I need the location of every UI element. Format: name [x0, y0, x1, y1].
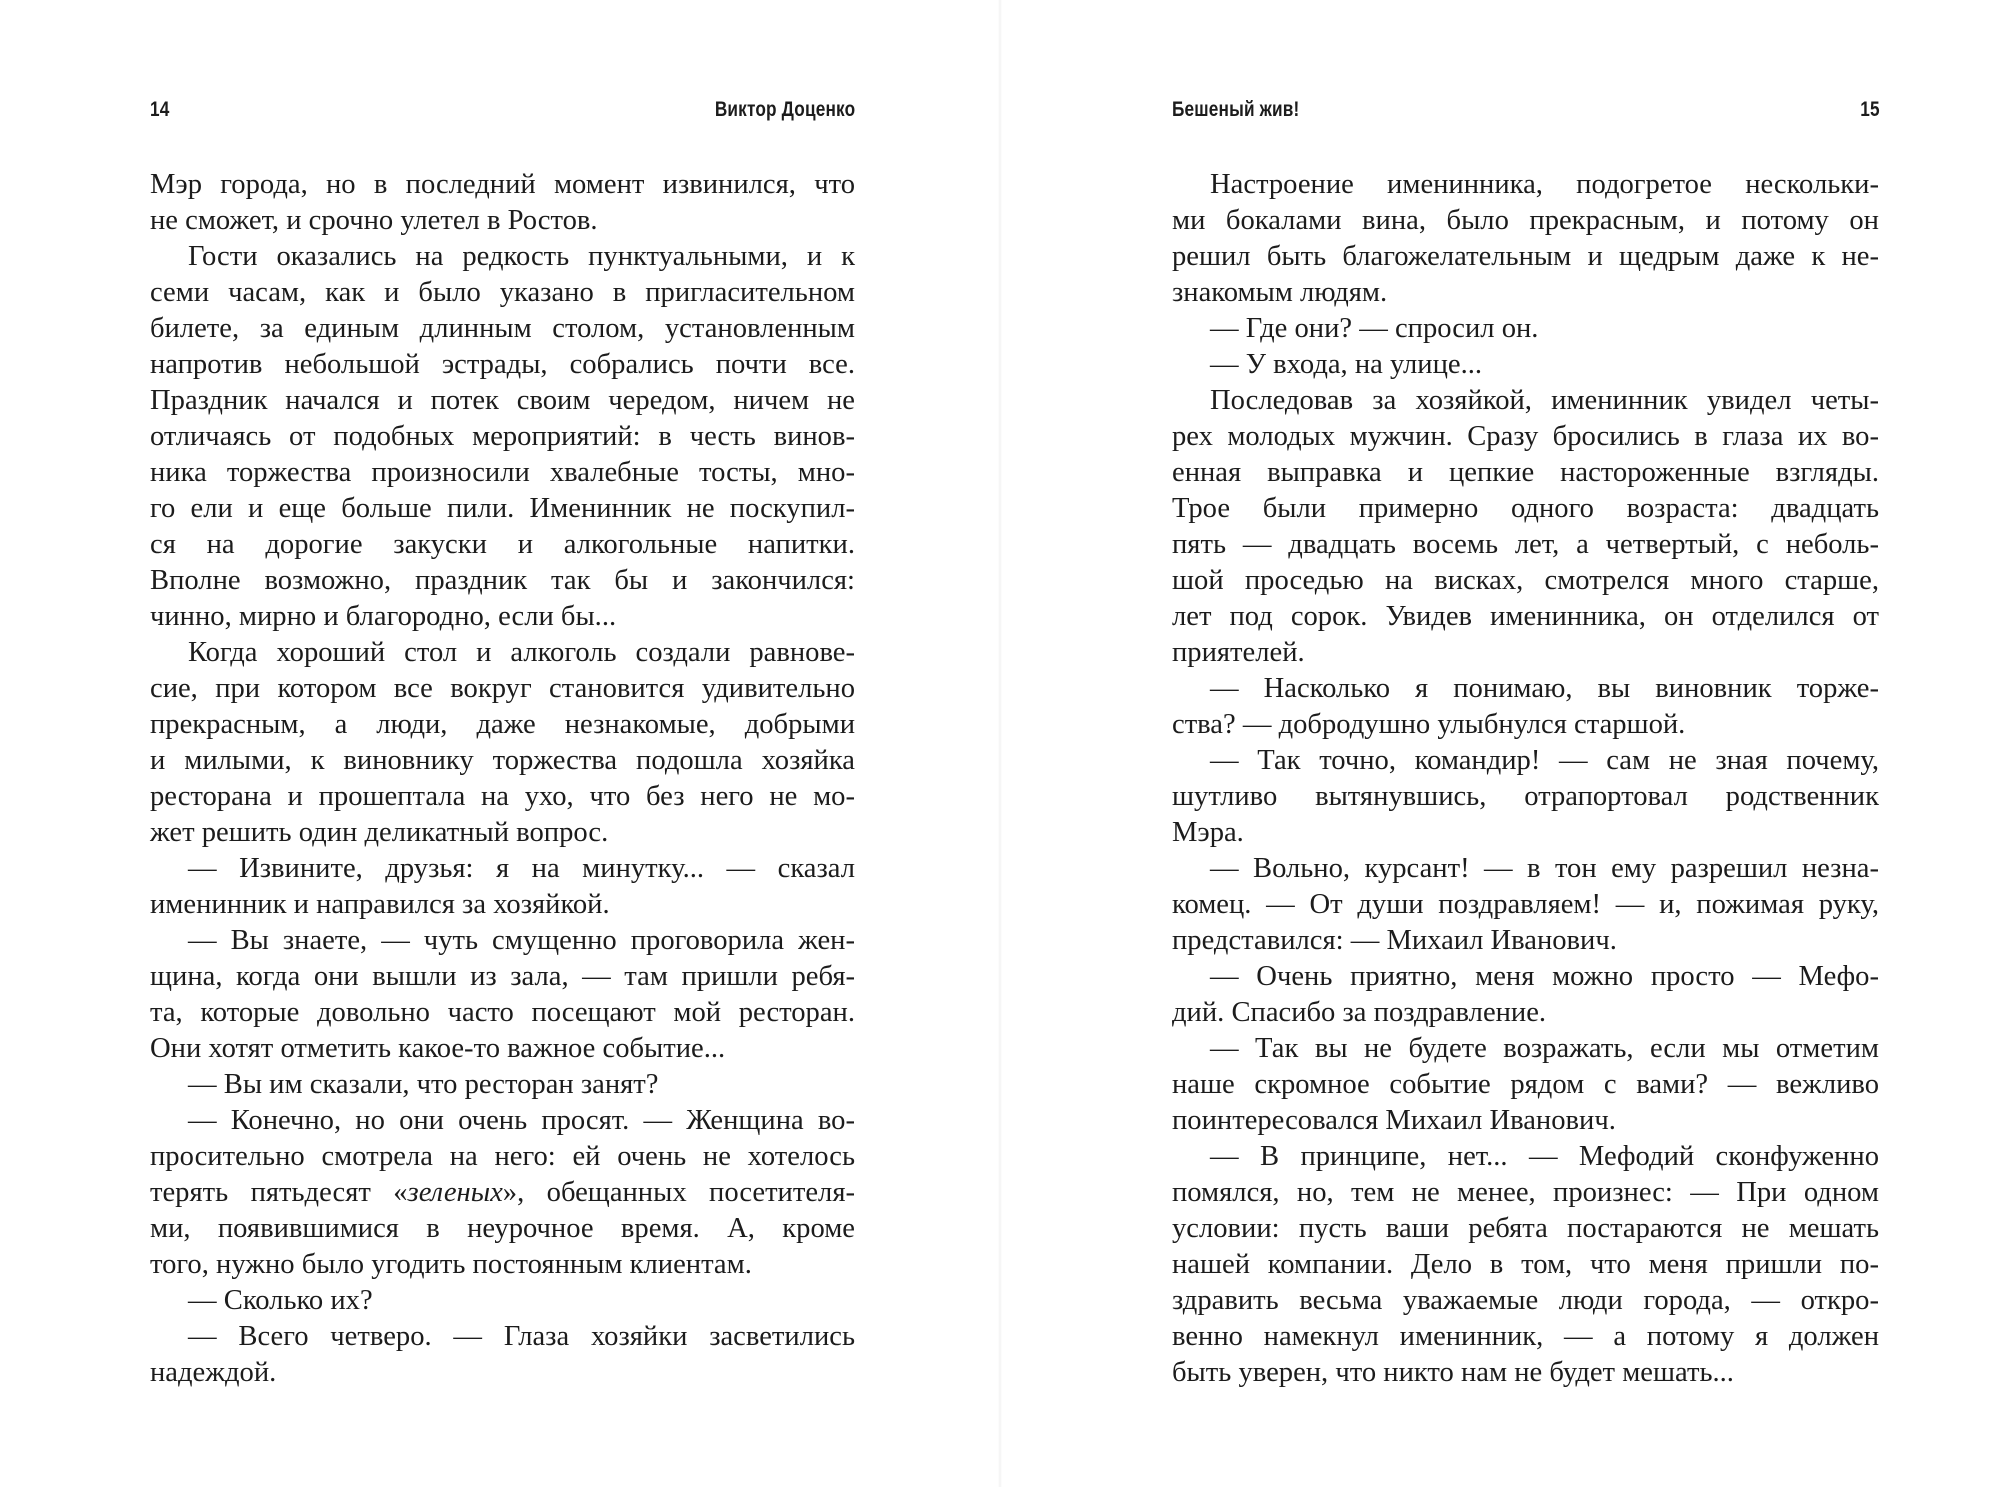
text-line: — Так точно, командир! — сам не зная почему,: [1210, 745, 1879, 776]
text-line: комец. — От души поздравляем! — и, пожимая руку,: [1172, 889, 1879, 920]
text-line: — Насколько я понимаю, вы виновник торже-: [1210, 673, 1879, 704]
text-line: Праздник начался и потек своим чередом, ничем не: [150, 385, 855, 416]
text-line: и милыми, к виновнику торжества подошла хозяйка: [150, 745, 855, 776]
text-line: шутливо вытянувшись, отрапортовал родственник: [1172, 781, 1879, 812]
text-line: — Вольно, курсант! — в тон ему разрешил незна-: [1210, 853, 1879, 884]
text-line: — У входа, на улице...: [1210, 349, 1483, 380]
text-line: Когда хороший стол и алкоголь создали равнове-: [188, 637, 855, 668]
text-line: напротив небольшой эстрады, собрались почти все.: [150, 349, 855, 380]
text-line: ми бокалами вина, было прекрасным, и потому он: [1172, 205, 1879, 236]
text-line: та, которые довольно часто посещают мой ресторан.: [150, 997, 855, 1028]
text-line: терять пятьдесят «зеленых», обещанных посетителя-: [150, 1177, 855, 1208]
text-line: — Где они? — спросил он.: [1210, 313, 1539, 344]
right-page: [1000, 0, 2000, 1487]
text-line: — Конечно, но они очень просят. — Женщина во-: [188, 1105, 855, 1136]
text-line: наше скромное событие рядом с вами? — вежливо: [1172, 1069, 1879, 1100]
running-header-title: Бешеный жив!: [1172, 98, 1300, 121]
page-number: 15: [1860, 98, 1880, 121]
text-line: щина, когда они вышли из зала, — там пришли ребя-: [150, 961, 855, 992]
text-line: поинтересовался Михаил Иванович.: [1172, 1105, 1616, 1136]
text-line: чинно, мирно и благородно, если бы...: [150, 601, 617, 632]
text-line: Мэр города, но в последний момент извинился, что: [150, 169, 855, 200]
page-number: 14: [150, 98, 170, 121]
text-line: енная выправка и цепкие настороженные взгляды.: [1172, 457, 1879, 488]
text-line: лет под сорок. Увидев именинника, он отделился от: [1172, 601, 1879, 632]
text-line: Трое были примерно одного возраста: двадцать: [1172, 493, 1879, 524]
text-line: ника торжества произносили хвалебные тосты, мно-: [150, 457, 855, 488]
text-line: быть уверен, что никто нам не будет мешать...: [1172, 1357, 1734, 1388]
text-line: билете, за единым длинным столом, установленным: [150, 313, 855, 344]
text-line: знакомым людям.: [1172, 277, 1388, 308]
text-line: ресторана и прошептала на ухо, что без него не мо-: [150, 781, 855, 812]
body-text: [1172, 167, 1879, 1391]
text-line: — Сколько их?: [188, 1285, 373, 1316]
text-line: сие, при котором все вокруг становится удивительно: [150, 673, 855, 704]
text-line: ми, появившимися в неурочное время. А, кроме: [150, 1213, 855, 1244]
text-line: венно намекнул именинник, — а потому я должен: [1172, 1321, 1879, 1352]
text-line: здравить весьма уважаемые люди города, — откро-: [1172, 1285, 1879, 1316]
running-header-author: Виктор Доценко: [714, 98, 855, 121]
text-line: — Вы им сказали, что ресторан занят?: [188, 1069, 659, 1100]
text-line: ся на дорогие закуски и алкогольные напитки.: [150, 529, 855, 560]
text-line: именинник и направился за хозяйкой.: [150, 889, 610, 920]
text-line: семи часам, как и было указано в пригласительном: [150, 277, 855, 308]
text-line: приятелей.: [1172, 637, 1305, 668]
text-line: помялся, но, тем не менее, произнес: — При одном: [1172, 1177, 1879, 1208]
text-line: Мэра.: [1172, 817, 1244, 848]
text-line: дий. Спасибо за поздравление.: [1172, 997, 1547, 1028]
text-line: просительно смотрела на него: ей очень не хотелось: [150, 1141, 855, 1172]
text-line: — В принципе, нет... — Мефодий сконфуженно: [1210, 1141, 1879, 1172]
text-line: го ели и еще больше пили. Именинник не поскупил-: [150, 493, 855, 524]
text-line: Вполне возможно, праздник так бы и закончился:: [150, 565, 855, 596]
body-text: [150, 167, 855, 1391]
text-line: — Очень приятно, меня можно просто — Мефо-: [1210, 961, 1879, 992]
text-line: рех молодых мужчин. Сразу бросились в глаза их во-: [1172, 421, 1879, 452]
text-line: жет решить один деликатный вопрос.: [150, 817, 609, 848]
text-line: нашей компании. Дело в том, что меня пришли по-: [1172, 1249, 1879, 1280]
text-line: — Извините, друзья: я на минутку... — сказал: [188, 853, 855, 884]
text-line: Последовав за хозяйкой, именинник увидел четы-: [1210, 385, 1879, 416]
text-line: представился: — Михаил Иванович.: [1172, 925, 1617, 956]
text-line: пять — двадцать восемь лет, а четвертый, с неболь-: [1172, 529, 1879, 560]
text-line: Гости оказались на редкость пунктуальными, и к: [188, 241, 855, 272]
text-line: не сможет, и срочно улетел в Ростов.: [150, 205, 598, 236]
text-line: — Так вы не будете возражать, если мы отметим: [1210, 1033, 1879, 1064]
text-line: отличаясь от подобных мероприятий: в честь винов-: [150, 421, 855, 452]
text-line: надеждой.: [150, 1357, 277, 1388]
text-line: условии: пусть ваши ребята постараются не мешать: [1172, 1213, 1879, 1244]
text-line: прекрасным, а люди, даже незнакомые, добрыми: [150, 709, 855, 740]
text-line: — Вы знаете, — чуть смущенно проговорила жен-: [188, 925, 855, 956]
text-line: того, нужно было угодить постоянным клиентам.: [150, 1249, 752, 1280]
text-line: решил быть благожелательным и щедрым даже к не-: [1172, 241, 1879, 272]
text-line: Они хотят отметить какое-то важное событие...: [150, 1033, 726, 1064]
text-line: — Всего четверо. — Глаза хозяйки засветились: [188, 1321, 855, 1352]
text-line: шой проседью на висках, смотрелся много старше,: [1172, 565, 1879, 596]
text-line: Настроение именинника, подогретое нескольки-: [1210, 169, 1879, 200]
text-line: ства? — добродушно улыбнулся старшой.: [1172, 709, 1686, 740]
